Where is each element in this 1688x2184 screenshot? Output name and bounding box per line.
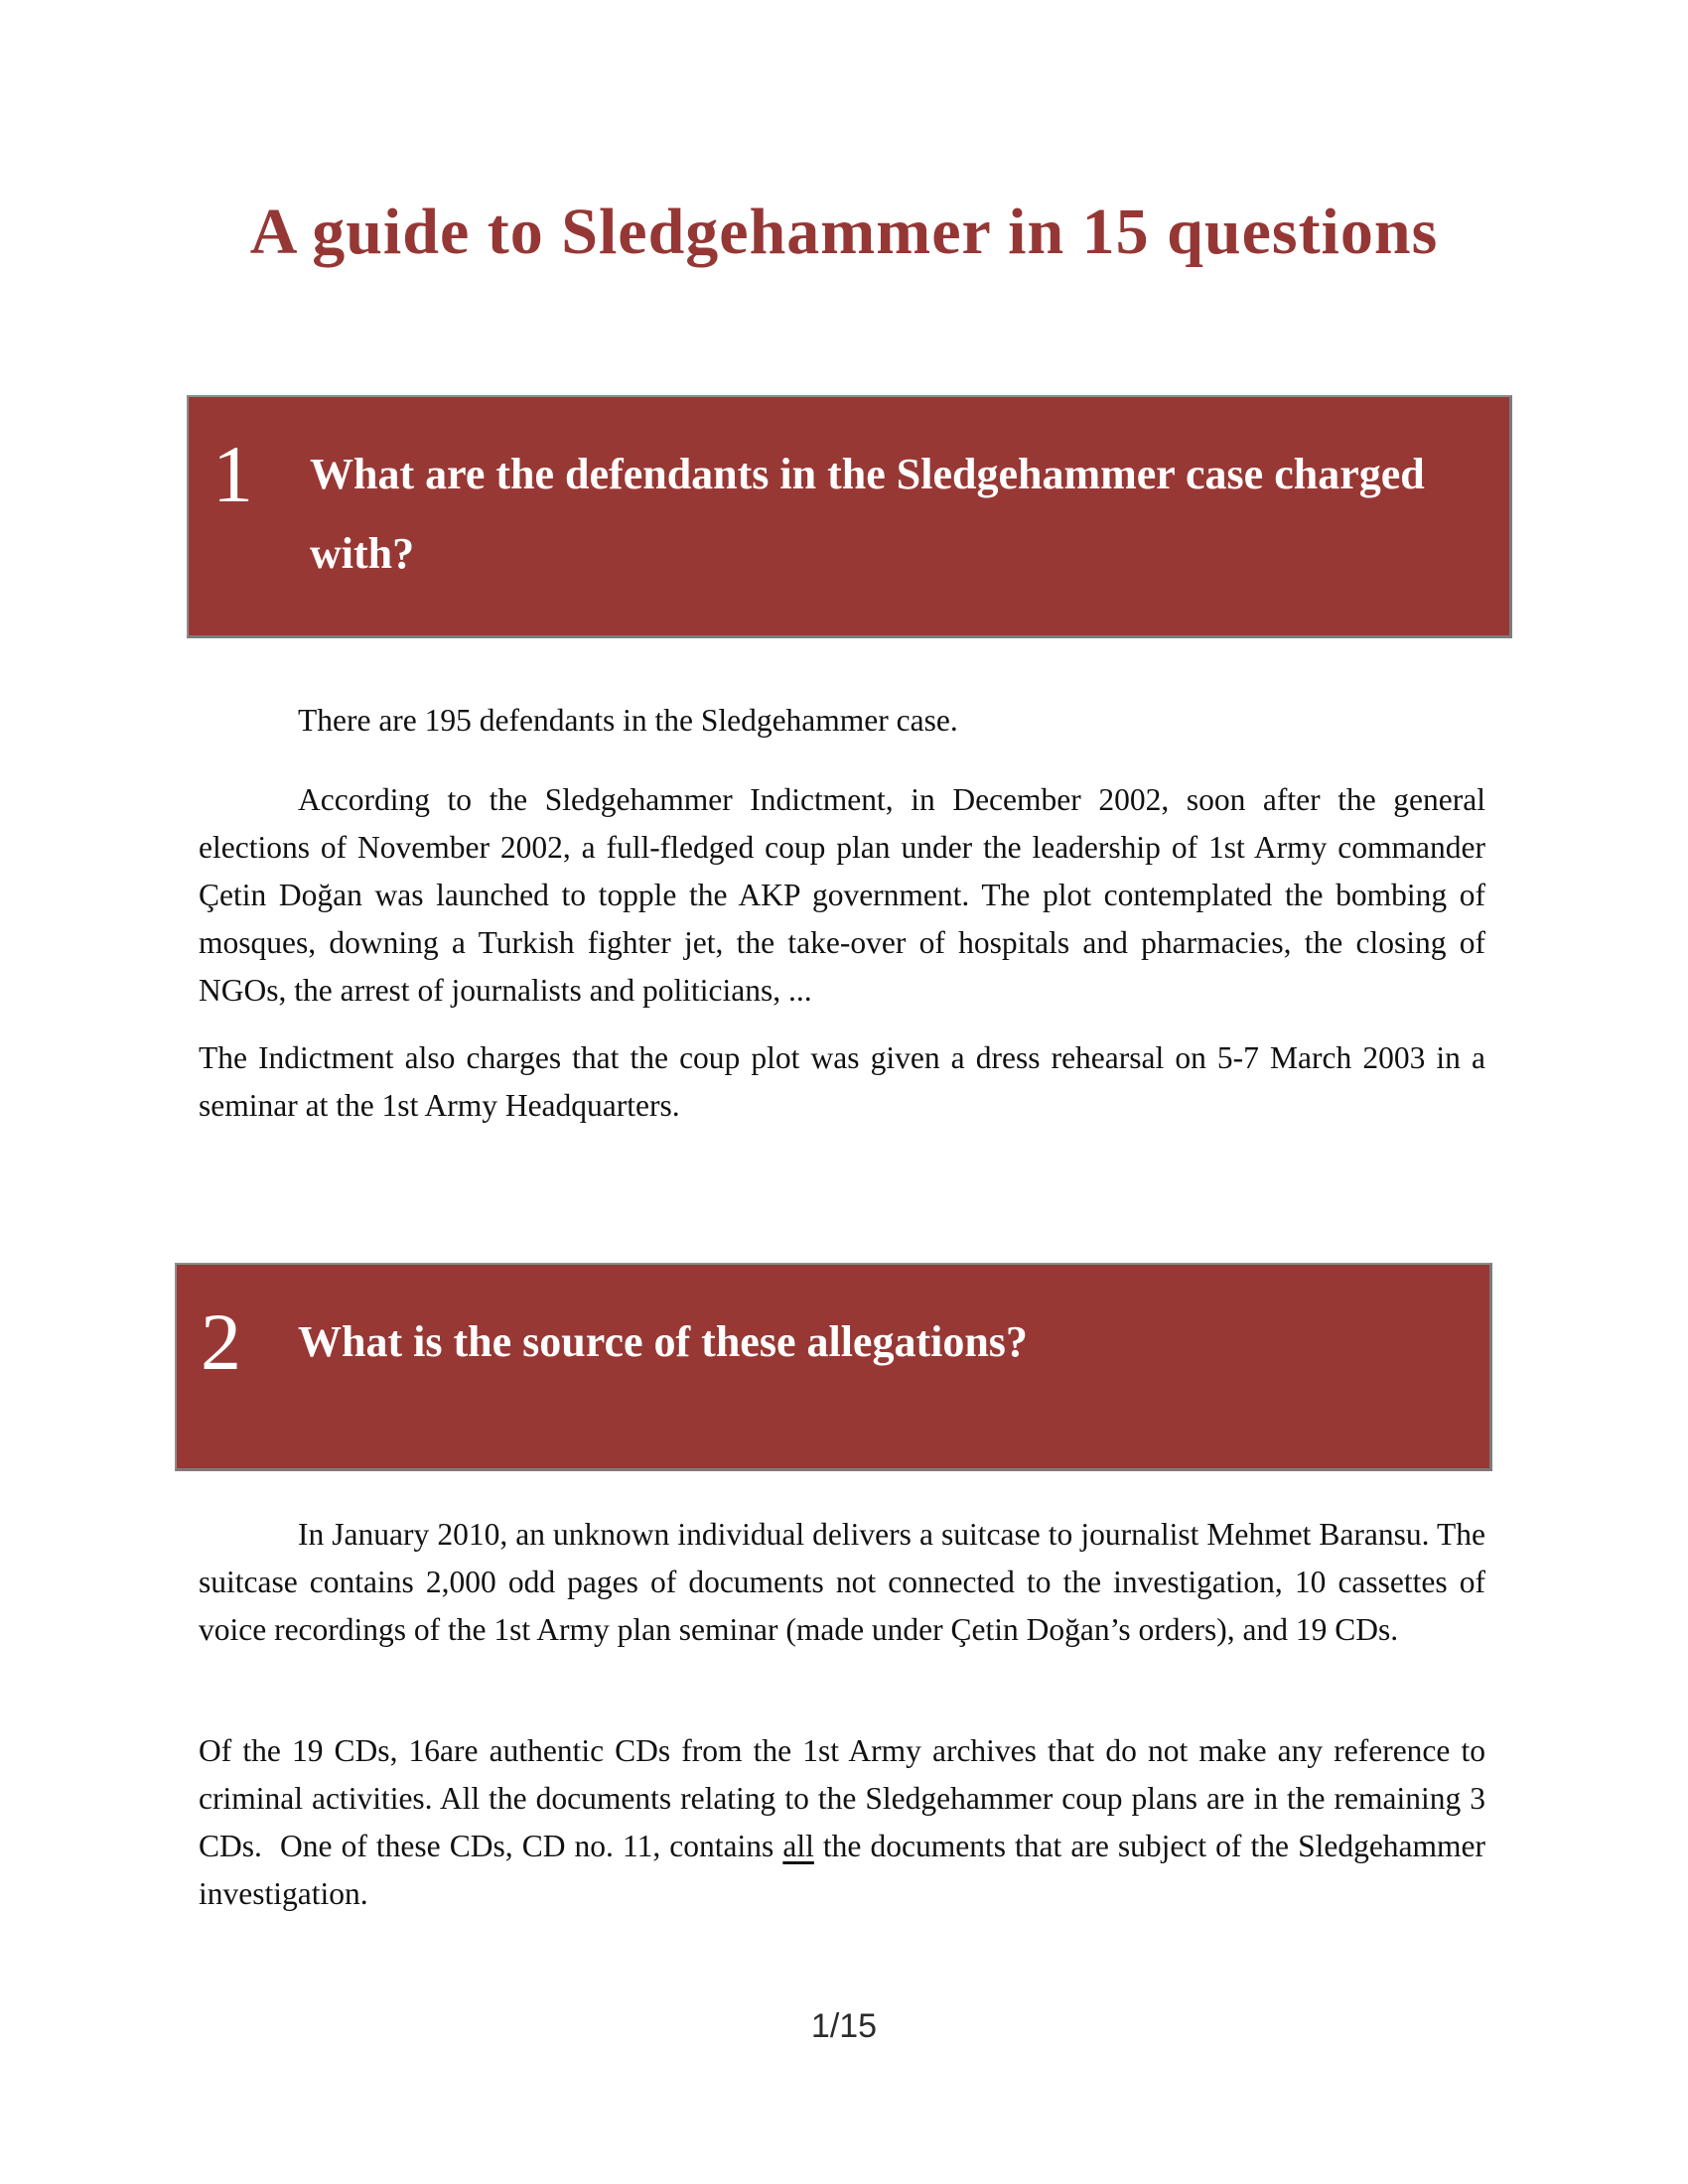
cd-contents-underlined-word: all [782, 1829, 814, 1863]
question-number-2: 2 [201, 1297, 241, 1387]
question-banner-2 [175, 1263, 1492, 1471]
document-title: A guide to Sledgehammer in 15 questions [249, 196, 1439, 268]
question-number-1: 1 [212, 429, 253, 519]
cd-contents-text-after: the documents that are subject of the Sledgehammer investigation. [199, 1829, 1486, 1911]
question-heading-1: What are the defendants in the Sledgehammer case charged with? [310, 450, 1425, 578]
paragraph-indictment-summary: According to the Sledgehammer Indictment, in December 2002, soon after the general elections of November 2002, a full-fledged coup plan under the leadership of 1st Army commander Çetin Doğan was launched to topple the AKP government. The plot contemplated the bombing of mosques, downing a Turkish fighter jet, the take-over of hospitals and pharmacies, the closing of NGOs, the arrest of journalists and politicians, ... [199, 782, 1485, 1008]
question-heading-2: What is the source of these allegations? [298, 1317, 1028, 1366]
paragraph-dress-rehearsal: The Indictment also charges that the coup plot was given a dress rehearsal on 5-7 March 2003 in a seminar at the 1st Army Headquarters. [199, 1040, 1485, 1123]
page-number: 1/15 [810, 2007, 878, 2045]
question-banner-1 [187, 395, 1512, 638]
paragraph-defendant-count: There are 195 defendants in the Sledgehammer case. [298, 703, 958, 738]
paragraph-suitcase-delivery: In January 2010, an unknown individual delivers a suitcase to journalist Mehmet Baransu. The suitcase contains 2,000 odd pages of documents not connected to the investigation, 10 cassettes of voice recordings of the 1st Army plan seminar (made under Çetin Doğan’s orders), and 19 CDs. [199, 1517, 1485, 1647]
cd-contents-text-before: Of the 19 CDs, 16are authentic CDs from the 1st Army archives that do not make any reference to criminal activities. All the documents relating to the Sledgehammer coup plans are in the remaining 3 CDs. One of these CDs, CD no. 11, contains [199, 1733, 1485, 1863]
paragraph-cd-contents [199, 1727, 1485, 1918]
